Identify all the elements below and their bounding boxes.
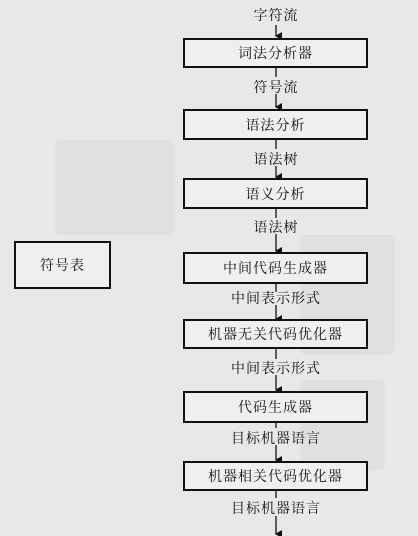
output-label-syntax-tree-2: 语法树	[253, 220, 299, 236]
input-label-char-stream: 字符流	[253, 8, 299, 24]
output-label-target-machine-language-2: 目标机器语言	[231, 501, 321, 517]
box-code-generator: 代码生成器	[183, 391, 368, 423]
box-symbol-table: 符号表	[14, 241, 111, 289]
box-intermediate-code-generator: 中间代码生成器	[183, 252, 368, 284]
box-machine-independent-optimizer: 机器无关代码优化器	[183, 319, 368, 349]
box-syntax-analysis: 语法分析	[183, 109, 368, 140]
output-label-intermediate-representation: 中间表示形式	[231, 291, 321, 307]
box-machine-dependent-optimizer: 机器相关代码优化器	[183, 461, 368, 491]
output-label-syntax-tree: 语法树	[253, 152, 299, 168]
output-label-token-stream: 符号流	[253, 80, 299, 96]
output-label-intermediate-representation-2: 中间表示形式	[231, 361, 321, 377]
output-label-target-machine-language: 目标机器语言	[231, 431, 321, 447]
box-lexical-analyzer: 词法分析器	[183, 38, 368, 68]
box-semantic-analysis: 语义分析	[183, 178, 368, 209]
